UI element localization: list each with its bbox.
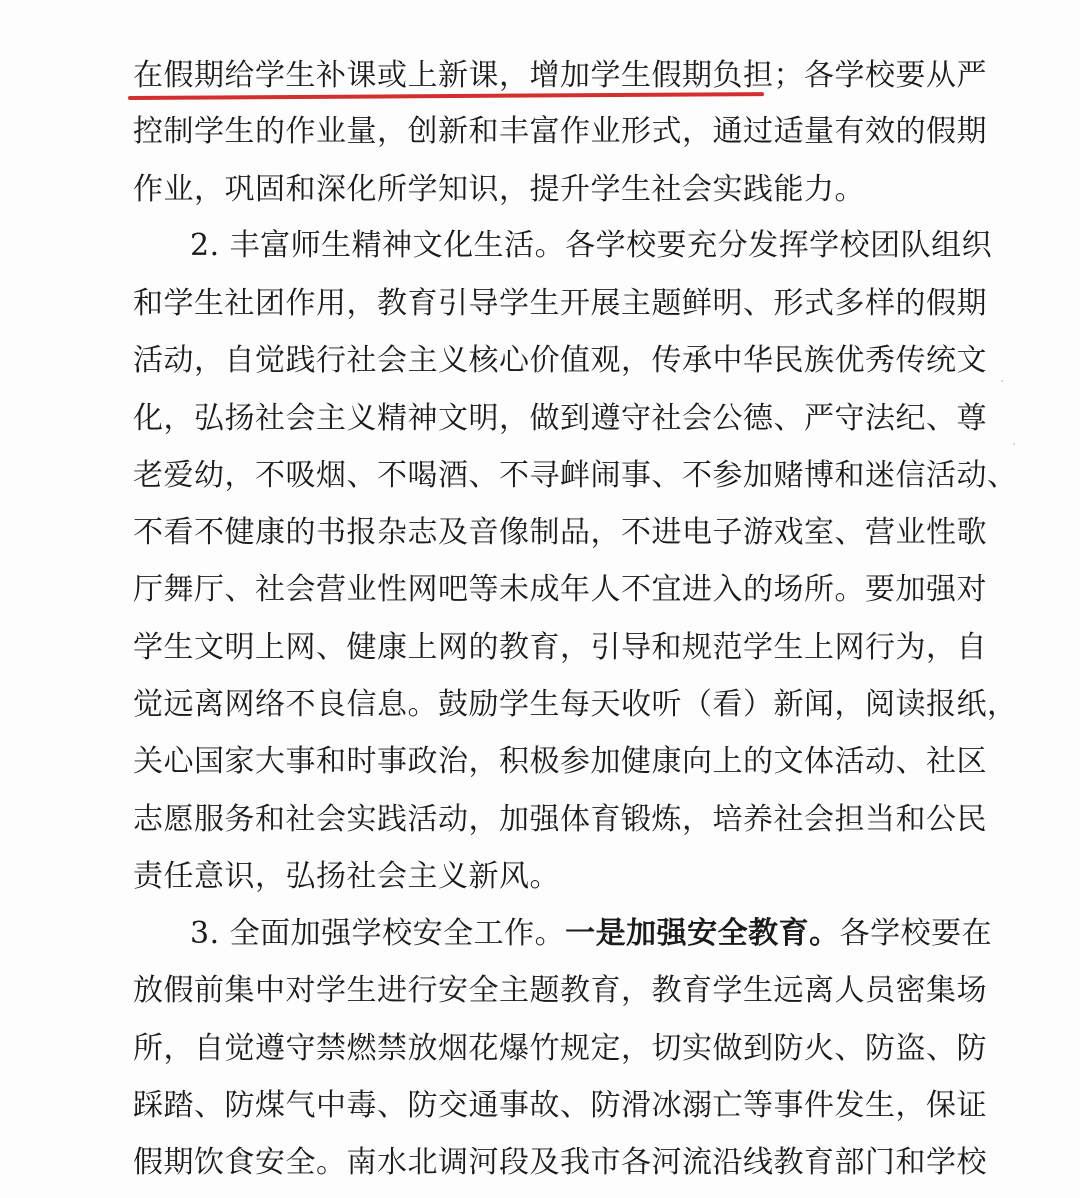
text-line-18: 所，自觉遵守禁燃禁放烟花爆竹规定，切实做到防火、防盗、防	[133, 1031, 987, 1066]
text-line-20: 假期饮食安全。南水北调河段及我市各河流沿线教育部门和学校	[133, 1145, 987, 1180]
text-line-3: 作业，巩固和深化所学知识，提升学生社会实践能力。	[133, 172, 865, 207]
section3-bold-phrase: 一是加强安全教育。	[565, 916, 840, 951]
text-line-17: 放假前集中对学生进行安全主题教育，教育学生远离人员密集场	[133, 973, 987, 1008]
text-line-4-heading-2: 2. 丰富师生精神文化生活。各学校要充分发挥学校团队组织	[190, 228, 993, 263]
section3-lead: 3. 全面加强学校安全工作。	[190, 916, 566, 951]
text-line-9: 不看不健康的书报杂志及音像制品，不进电子游戏室、营业性歌	[133, 515, 987, 550]
text-line-12: 觉远离网络不良信息。鼓励学生每天收听（看）新闻，阅读报纸，	[133, 687, 1018, 722]
text-line-6: 活动，自觉践行社会主义核心价值观，传承中华民族优秀传统文	[133, 343, 987, 378]
text-line-19: 踩踏、防煤气中毒、防交通事故、防滑冰溺亡等事件发生，保证	[133, 1088, 987, 1123]
text-line-14: 志愿服务和社会实践活动，加强体育锻炼，培养社会担当和公民	[133, 802, 987, 837]
text-line-1: 在假期给学生补课或上新课，增加学生假期负担；各学校要从严	[133, 58, 987, 93]
text-line-5: 和学生社团作用，教育引导学生开展主题鲜明、形式多样的假期	[133, 286, 987, 321]
text-line-10: 厅舞厅、社会营业性网吧等未成年人不宜进入的场所。要加强对	[133, 572, 987, 607]
section3-rest: 各学校要在	[839, 916, 993, 951]
text-line-16-heading-3	[190, 906, 993, 962]
text-line-11: 学生文明上网、健康上网的教育，引导和规范学生上网行为，自	[133, 630, 987, 665]
scan-speck: ·	[1012, 437, 1017, 453]
text-line-8: 老爱幼，不吸烟、不喝酒、不寻衅闹事、不参加赌博和迷信活动、	[133, 458, 1018, 493]
scan-speck: ·	[1000, 374, 1005, 390]
text-line-2: 控制学生的作业量，创新和丰富作业形式，通过适量有效的假期	[133, 114, 987, 149]
text-line-13: 关心国家大事和时事政治，积极参加健康向上的文体活动、社区	[133, 744, 987, 779]
text-line-15: 责任意识，弘扬社会主义新风。	[133, 859, 560, 894]
text-line-7: 化，弘扬社会主义精神文明，做到遵守社会公德、严守法纪、尊	[133, 401, 987, 436]
